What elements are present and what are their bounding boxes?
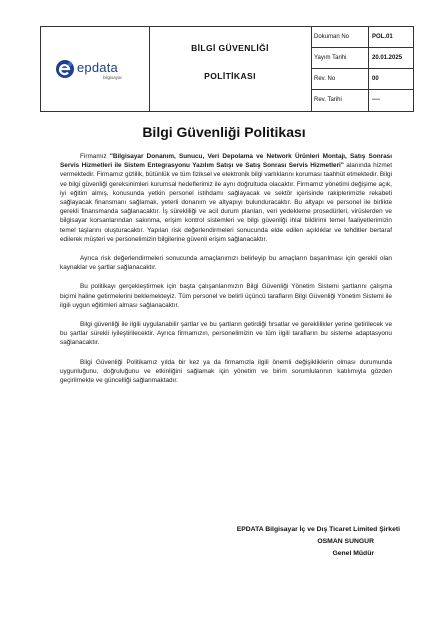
logo-sub-text: bilgisayar [103, 75, 123, 80]
signature-block [140, 524, 400, 560]
paragraph-2: Ayrıca risk değerlendirmeleri sonucunda amaçlanımızı belirleyip bu amaçların başarılması için gerekli olan kaynaklar ve şartlar sağlanacaktır. [60, 255, 392, 272]
policy-body [60, 152, 392, 395]
header-title-line1: BİLGİ GÜVENLİĞİ [191, 43, 269, 53]
meta-row-document-no [311, 27, 413, 48]
paragraph-3: Bu politikayı gerçekleştirmek için başta çalışanlarımızın Bilgi Güvenliği Yönetim Sistemi şartlarını çalışma biçimi haline getirmelerini beklemekteyiz. Tüm personel ve belirli üçüncü tarafların Bilgi Güvenliği Yönetim Sistemi ile ilgili uygun eğitimleri alması sağlanacaktır. [60, 283, 392, 309]
paragraph-4: Bilgi güvenliği ile ilgili uygulanabilir şartlar ve bu şartların getirdiği fırsatlar ve gereklilikler yerine getirilecek ve bu şartlar sürekli iyileştirilecektir. Ayrıca firmamızın, personelimizin ve tüm ilgili tarafların bu sisteme adaptasyonu sağlanacaktır. [60, 321, 392, 347]
meta-row-rev-no [311, 69, 413, 90]
meta-value: 00 [372, 76, 379, 82]
signature-name: OSMAN SUNGUR [317, 538, 374, 545]
meta-row-publish-date [311, 48, 413, 69]
meta-row-rev-date [311, 90, 413, 111]
paragraph-1-start: Firmamız [80, 153, 110, 160]
meta-value: POL.01 [372, 34, 393, 40]
meta-value: ---- [372, 97, 380, 103]
paragraph-5: Bilgi Güvenliği Politikamız yılda bir kez ya da firmamızla ilgili önemli değişikliklerin olması durumunda uygunluğunu, doğruluğunu ve etkinliğini sağlamak için yönetim ve birim sorumlularının katılımıyla gözden geçirilmekte ve güncelliği sağlanmaktadır. [60, 358, 392, 385]
header-title-cell [149, 27, 312, 111]
signature-company: EPDATA Bilgisayar İç ve Dış Ticaret Limited Şirketi [236, 526, 400, 533]
meta-key: Rev. Tarihi [311, 90, 369, 111]
logo-brand-text: epdata [77, 60, 118, 75]
paragraph-1-rest: alanında hizmet vermektedir. Firmamız gizlilik, bütünlük ve tüm fiziksel ve elektronik bilgi varlıklarını koruması taahhüt etmektedir. Bilgi ve bilgi güvenliği gereksinimleri kurumsal hedeflerimiz ile aynı doğrultuda olacaktır. Firmamız yönetimi değişime açık, iyi eğitim almış, konusunda yetkin personel istihdamı sağlayacak ve sektör içerisinde rakiplerimizle rekabeti sağlayacak finansmanı sağlamak, yeterli donanım ve altyapıyı bulunduracaktır. Bu altyapı ve personel ile birlikte gerekli finansmanda sağlanacaktır. İş sürekliliği ve acil durum planları, veri yedekleme prosedürleri, virüslerden ve bilgisayar korsanlarından sakınma, erişim kontrol sistemleri ve bilgi güvenliği ihlal bildirimi temel faaliyetlerimizin temel taşlarını oluşturacaktır. Yapılan risk değerlendirmeleri sonucunda elde edilen açıklıklar ve tehditler bertaraf edilerek müşteri ve personelimizin bilgilerine güvenli erişim sağlanacaktır. [60, 162, 392, 243]
epdata-logo-icon [55, 59, 75, 79]
meta-key: Rev. No [311, 69, 369, 89]
document-meta [311, 27, 413, 111]
paragraph-1-services: "Bilgisayar Donanım, Sunucu, Veri Depolama ve Network Ürünleri Montajı, Satış Sonrası Servis Hizmetleri ile Sistem Entegrasyonu Yazılım Satışı ve Satış Sonrası Servis Hizmetleri" [60, 153, 392, 170]
meta-value: 20.01.2025 [372, 55, 403, 61]
document-header-table [40, 26, 414, 112]
signature-title: Genel Müdür [332, 550, 374, 557]
meta-key: Dokuman No [311, 27, 369, 47]
logo-cell [41, 27, 150, 111]
paragraph-1 [60, 152, 392, 244]
page-title: Bilgi Güvenliği Politikası [142, 124, 306, 140]
header-title-line2: POLİTİKASI [204, 71, 256, 81]
meta-key: Yayım Tarihi [311, 48, 369, 68]
company-logo [55, 57, 145, 83]
